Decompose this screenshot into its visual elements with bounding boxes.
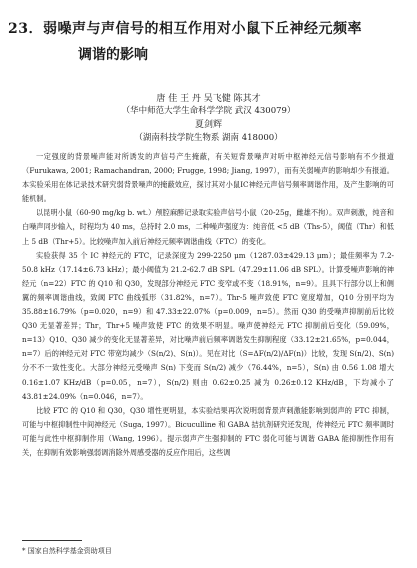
author-names-2: 夏剑辉 — [194, 120, 222, 130]
article-title-line-2: 调谐的影响 — [78, 47, 148, 63]
article-title-line-1: 23．弱噪声与声信号的相互作用对小鼠下丘神经元频率 — [8, 21, 362, 37]
paragraph-discussion: 比较 FTC 的 Q10 和 Q30，Q30 增性更明显，本实验结果再次说明弱背景声刺激能影响到弱声的 FTC 抑制，可能与中枢抑制性中间神经元（Suga, 1997）。Bicuculline 和 GABA 拮抗剂研究还发现，传神经元 FTC 频率调时可能与此性中枢抑制作用（Wang, 1996）。提示弱声产生强抑制的 FTC 弱化可能与调谐 GABA 能抑制性作用有关，在抑制有效影响强弱调消除外周感受器的反应作用后，这些调 — [22, 405, 394, 457]
author-names-1: 唐 佳 王 丹 吴飞健 陈其才 — [156, 94, 261, 104]
paragraph-intro: 一定强度的背景噪声能对所诱发的声信号产生掩蔽，有关短背景噪声对听中枢神经元信号影响有不少报道（Furukawa, 2001; Ramachandran, 2000; Frugge, 1998; Jiang, 1997），而有关弱噪声的影响却少有报道。本实验采用在体记录技术研究弱背景噪声的掩蔽效应，探讨其对小鼠IC神经元声信号频率调谐作用，及产生影响的可能机制。 — [22, 152, 394, 204]
author-affiliation-2: （湖南科技学院生物系 湖南 418000） — [134, 133, 283, 143]
footnote-divider — [22, 540, 82, 541]
article-body — [22, 150, 394, 460]
paragraph-methods: 以昆明小鼠（60-90 mg/kg b. wt.）颅腔麻醉记录取实验声信号小鼠（20-25g，雌雄不拘）。双声刺激，纯音和白噪声同步输入，时程均为 40 ms，总持时 2.0 ms，二种噪声强度为：纯音低 <5 dB（Ths-5），阈值（Thr）和低上 5 dB（Thr+5）。比较噪声加入前后神经元频率调谐曲线（FTC）的变化。 — [22, 208, 394, 246]
paragraph-results: 实验获得 35 个 IC 神经元的 FTC，记录深度为 299-2250 μm（1287.03±429.13 μm）；最佳频率为 7.2-50.8 kHz（17.14±6.73 kHz）；最小阈值为 21.2-62.7 dB SPL（47.29±11.06 dB SPL）。计算受噪声影响的神经元（n=22）FTC 的 Q10 和 Q30，发现部分神经元 FTC 变窄或不变（18.91%，n=9）。且具下行部分以上和侧翼的频率调谐曲线，致阈 FTC 曲线弧形（31.82%，n=7）。Thr-5 噪声致使 FTC 宽度增加，Q10 分别平均为 35.88±16.79%（p=0.020，n=9）和 47.33±22.07%（p=0.009，n=5）。然而 Q30 的受噪声抑制前后比较 Q30 无显著差异；Thr，Thr+5 噪声致使 FTC 的效果不明显。噪声使神经元 FTC 抑制前后变化（59.09%，n=13）Q10、Q30 减少的变化无显著差异，对比噪声前后频率调谐发生抑制程度（33.12±21.65%，p=0.044，n=7）后的神经元对 FTC 带宽均减少（S(n/2)、S(n)）。见在对比（S=ΔF(n/2)/ΔF(n)）比较，发现 S(n/2)、S(n) 分不不一致性变化。大部分神经元受噪声 S(n) 下变而 S(n/2) 减少（76.44%，n=5），S(n) 由 0.56 1.08 增大 0.16±1.07 KHz/dB（p=0.05，n=7），S(n/2) 则由 0.62±0.25 减为 0.26±0.12 KHz/dB，下均减小了 43.81±24.09%（n=0.046，n=7）。 — [22, 250, 394, 401]
author-affiliation-1: （华中师范大学生命科学学院 武汉 430079） — [121, 106, 296, 116]
footnote: * 国家自然科学基金资助项目 — [22, 547, 112, 555]
